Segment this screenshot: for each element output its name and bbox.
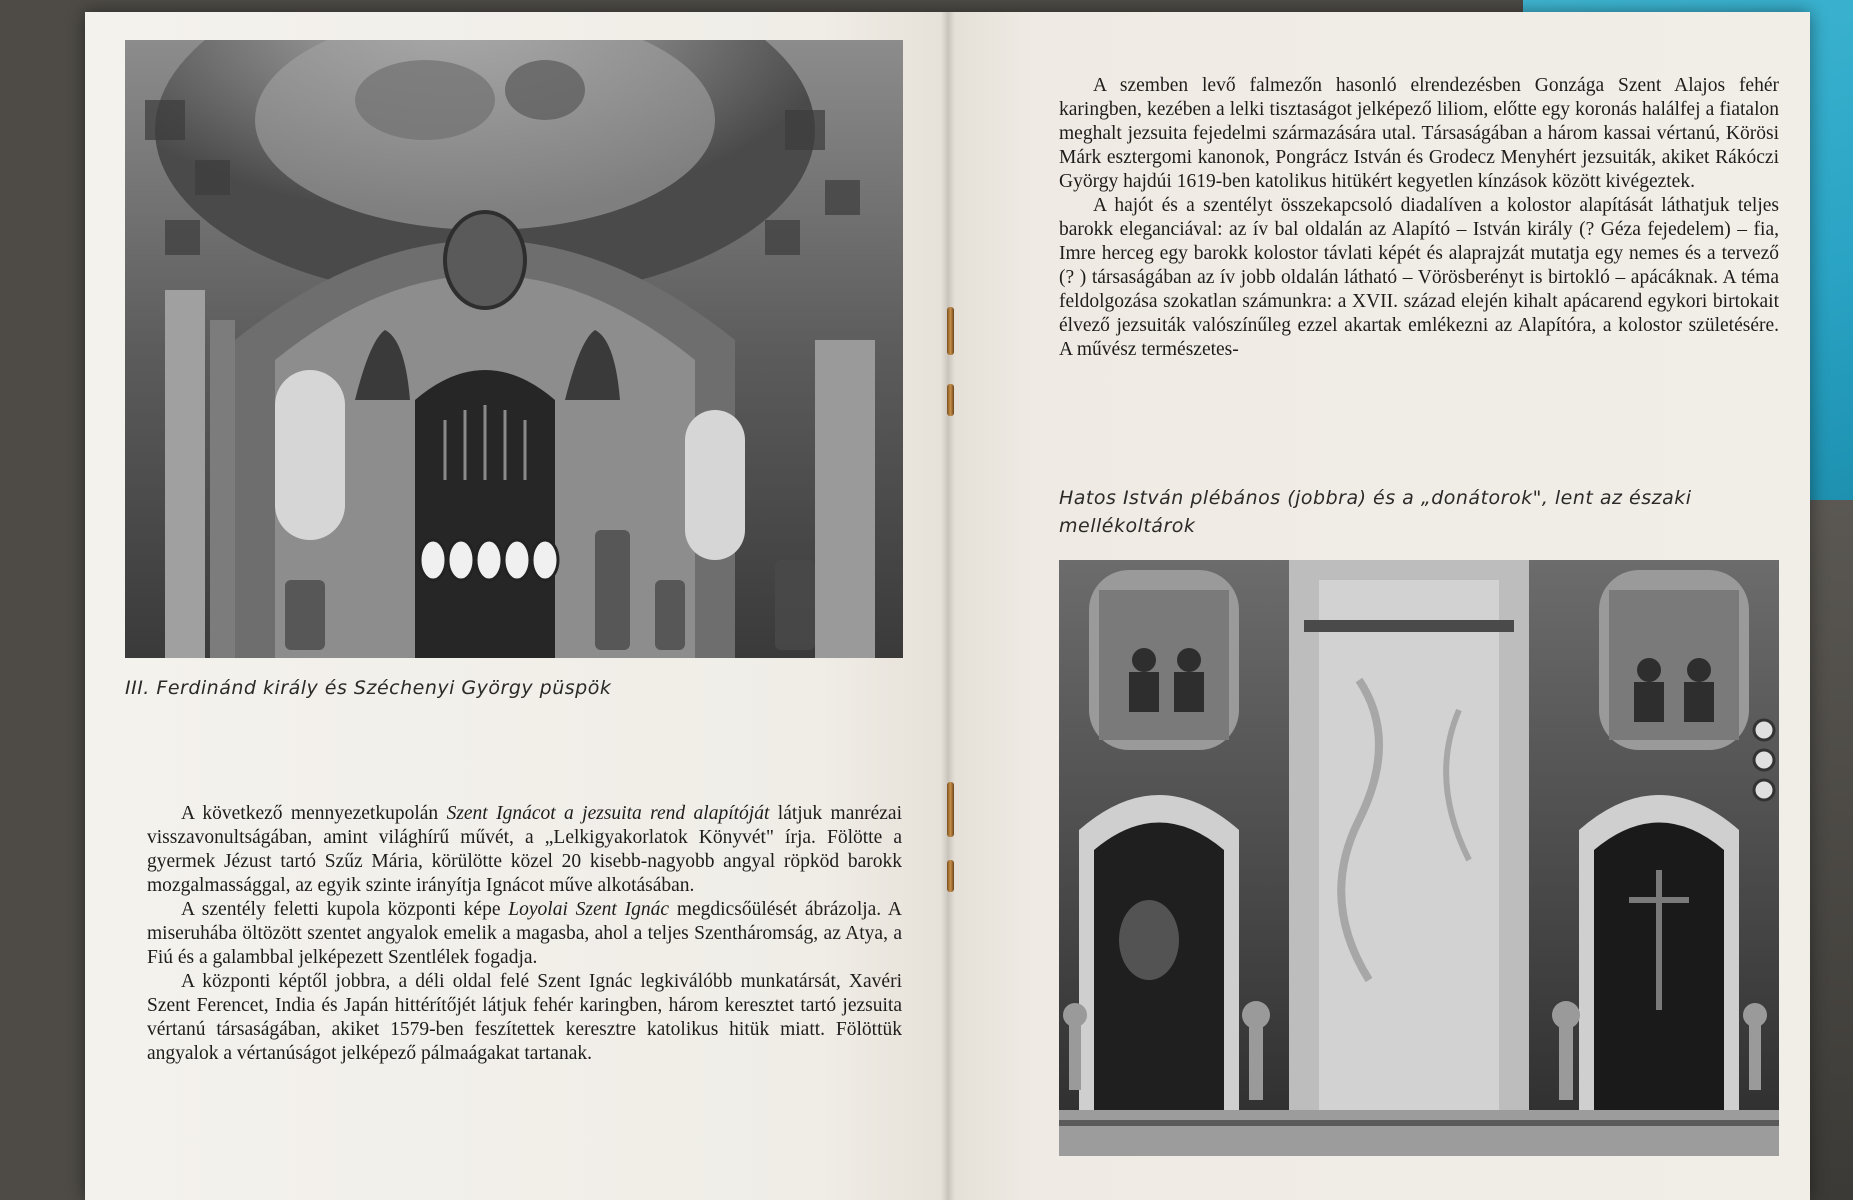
paragraph-2-lead: A szentély feletti kupola központi képe	[181, 899, 509, 920]
paragraph-2-italic: Loyolai Szent Ignác	[508, 899, 670, 920]
paragraph-2-rest: megdicsőülését ábrázolja. A miseruhába öltözött szentet angyalok emelik a magasba, ahol a teljes Szentháromság, az Atya, a Fiú és a galambbal jelképezett Szentlélek fogadja.	[147, 899, 902, 968]
staple-lower-b	[947, 860, 954, 892]
left-body-text	[147, 802, 902, 1066]
paragraph-xaveri: A központi képtől jobbra, a déli oldal felé Szent Ignác legkiválóbb munkatársát, Xavéri Szent Ferencet, India és Japán hittérítőjét látjuk fehér karingben, három keresztet tartó jezsuita vértanú társaságában, akiket 1579-ben feszítettek keresztre katolikus hitük miatt. Fölöttük angyalok a vértanúságot jelképező pálmaágakat tartanak.	[147, 971, 902, 1064]
staple-upper-b	[947, 384, 954, 416]
paragraph-1-rest: látjuk manrézai visszavonultságában, amint világhírű művét, a „Lelkigyakorlatok Könyvét" írja. Fölötte a gyermek Jézust tartó Szűz Mária, körülötte közel 20 kisebb-nagyobb angyal röpköd barokk mozgalmassággal, az egyik szinte irányítja Ignácot műve alkotásában.	[147, 803, 903, 896]
book-gutter	[941, 12, 955, 1200]
right-body-text	[1059, 74, 1779, 362]
vault-photo-caption: III. Ferdinánd király és Széchenyi György püspök	[125, 677, 612, 699]
left-page	[85, 12, 947, 1200]
side-altars-photo	[1059, 560, 1779, 1156]
vault-interior-illustration	[125, 40, 903, 658]
paragraph-1-lead: A következő mennyezetkupolán	[181, 803, 447, 824]
staple-lower-a	[947, 782, 954, 837]
side-altars-illustration	[1059, 560, 1779, 1156]
paragraph-triumphal-arch: A hajót és a szentélyt összekapcsoló diadalíven a kolostor alapítását láthatjuk teljes barokk eleganciával: az ív bal oldalán az Alapító – István király (? Géza fejedelem) – fia, Imre herceg egy barokk kolostor távlati képét és alaprajzát mutatja egy nemes és a tervező (? ) társaságában az ív jobb oldalán látható – Vörösberényt is birtokló – apácáknak. A téma feldolgozása szokatlan számunkra: a XVII. század elején kihalt apácarend egykori birtokait élvező jezsuiták valószínűleg ezzel akartak emlékezni az Alapítóra, a kolostor születésére. A művész természetes-	[1059, 195, 1779, 360]
booklet	[85, 12, 1810, 1200]
paragraph-ignac-founder	[147, 802, 902, 898]
paragraph-loyola-dome	[147, 898, 902, 970]
altar-photo-caption: Hatos István plébános (jobbra) és a „donátorok", lent az északi mellékoltárok	[1059, 487, 1692, 537]
paragraph-1-italic: Szent Ignácot a jezsuita rend alapítóját	[446, 803, 770, 824]
right-page	[947, 12, 1810, 1200]
staple-upper-a	[947, 307, 954, 355]
vault-interior-photo	[125, 40, 903, 658]
paragraph-gonzaga: A szemben levő falmezőn hasonló elrendezésben Gonzága Szent Alajos fehér karingben, kezében a lelki tisztaságot jelképező liliom, előtte egy koronás halálfej a fiatalon meghalt jezsuita fejedelmi származására utal. Társaságában a három kassai vértanú, Körösi Márk esztergomi kanonok, Pongrácz István és Grodecz Menyhért jezsuiták, akiket Rákóczi György hajdúi 1619-ben katolikus hitükért kegyetlen kínzások között kivégeztek.	[1059, 75, 1779, 192]
